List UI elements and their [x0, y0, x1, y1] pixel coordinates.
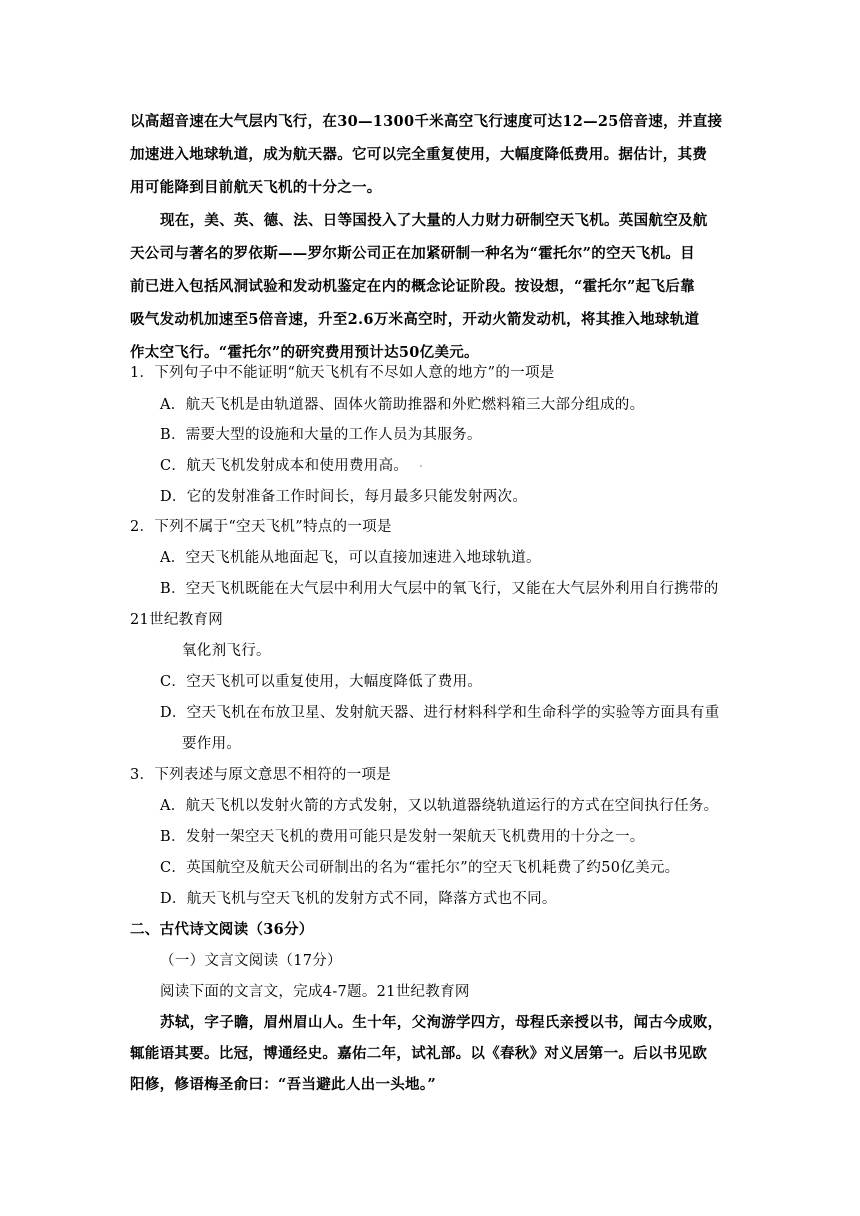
question-option: C．空天飞机可以重复使用，大幅度降低了费用。: [160, 674, 483, 690]
watermark-text: 21世纪教育网: [130, 612, 224, 628]
passage-line: 现在，美、英、德、法、日等国投入了大量的人力财力研制空天飞机。英国航空及航: [160, 212, 708, 229]
question-option: D．航天飞机与空天飞机的发射方式不同，降落方式也不同。: [160, 891, 557, 907]
section-subheading: （一）文言文阅读（17分）: [160, 953, 342, 969]
question-option: D．空天飞机在布放卫星、发射航天器、进行材料科学和生命科学的实验等方面具有重: [160, 705, 720, 721]
classical-text-line: 阳修，修语梅圣俞曰：“吾当避此人出一头地。”: [130, 1076, 437, 1093]
stray-mark: [420, 465, 422, 467]
passage-line: 以高超音速在大气层内飞行，在30—1300千米高空飞行速度可达12—25倍音速，并直接: [130, 113, 723, 130]
question-option: B．空天飞机既能在大气层中利用大气层中的氧飞行，又能在大气层外利用自行携带的: [160, 581, 719, 597]
question-stem: 1．下列句子中不能证明“航天飞机有不尽如人意的地方”的一项是: [130, 365, 555, 381]
passage-line: 用可能降到目前航天飞机的十分之一。: [130, 179, 382, 196]
question-stem: 3．下列表述与原文意思不相符的一项是: [130, 767, 392, 783]
question-option-continuation: 要作用。: [182, 736, 242, 752]
passage-line: 天公司与著名的罗依斯——罗尔斯公司正在加紧研制一种名为“霍托尔”的空天飞机。目: [130, 245, 695, 262]
question-option: A．空天飞机能从地面起飞，可以直接加速进入地球轨道。: [160, 550, 541, 566]
question-option: A．航天飞机是由轨道器、固体火箭助推器和外贮燃料箱三大部分组成的。: [160, 397, 645, 413]
question-option-continuation: 氧化剂飞行。: [182, 643, 271, 659]
passage-line: 吸气发动机加速至5倍音速，升至2.6万米高空时，开动火箭发动机，将其推入地球轨道: [130, 311, 700, 328]
question-option: B．需要大型的设施和大量的工作人员为其服务。: [160, 427, 482, 443]
question-option: B．发射一架空天飞机的费用可能只是发射一架航天飞机费用的十分之一。: [160, 829, 645, 845]
classical-text-line: 辄能语其要。比冠，博通经史。嘉佑二年，试礼部。以《春秋》对义居第一。后以书见欧: [130, 1045, 708, 1062]
classical-text-line: 苏轼，字子瞻，眉州眉山人。生十年，父洵游学四方，母程氏亲授以书，闻古今成败，: [160, 1014, 723, 1031]
section-instruction: 阅读下面的文言文，完成4-7题。21世纪教育网: [160, 984, 470, 1000]
question-stem: 2．下列不属于“空天飞机”特点的一项是: [130, 519, 392, 535]
section-heading: 二、古代诗文阅读（36分）: [130, 921, 314, 938]
question-option: C．英国航空及航天公司研制出的名为“霍托尔”的空天飞机耗费了约50亿美元。: [160, 860, 680, 876]
passage-line: 前已进入包括风洞试验和发动机鉴定在内的概念论证阶段。按设想，“霍托尔”起飞后靠: [130, 278, 695, 295]
question-option: C．航天飞机发射成本和使用费用高。: [160, 458, 409, 474]
question-option: A．航天飞机以发射火箭的方式发射，又以轨道器绕轨道运行的方式在空间执行任务。: [160, 798, 719, 814]
passage-line: 作太空飞行。“霍托尔”的研究费用预计达50亿美元。: [130, 344, 479, 361]
passage-line: 加速进入地球轨道，成为航天器。它可以完全重复使用，大幅度降低费用。据估计，其费: [130, 146, 708, 163]
question-option: D．它的发射准备工作时间长，每月最多只能发射两次。: [160, 489, 528, 505]
